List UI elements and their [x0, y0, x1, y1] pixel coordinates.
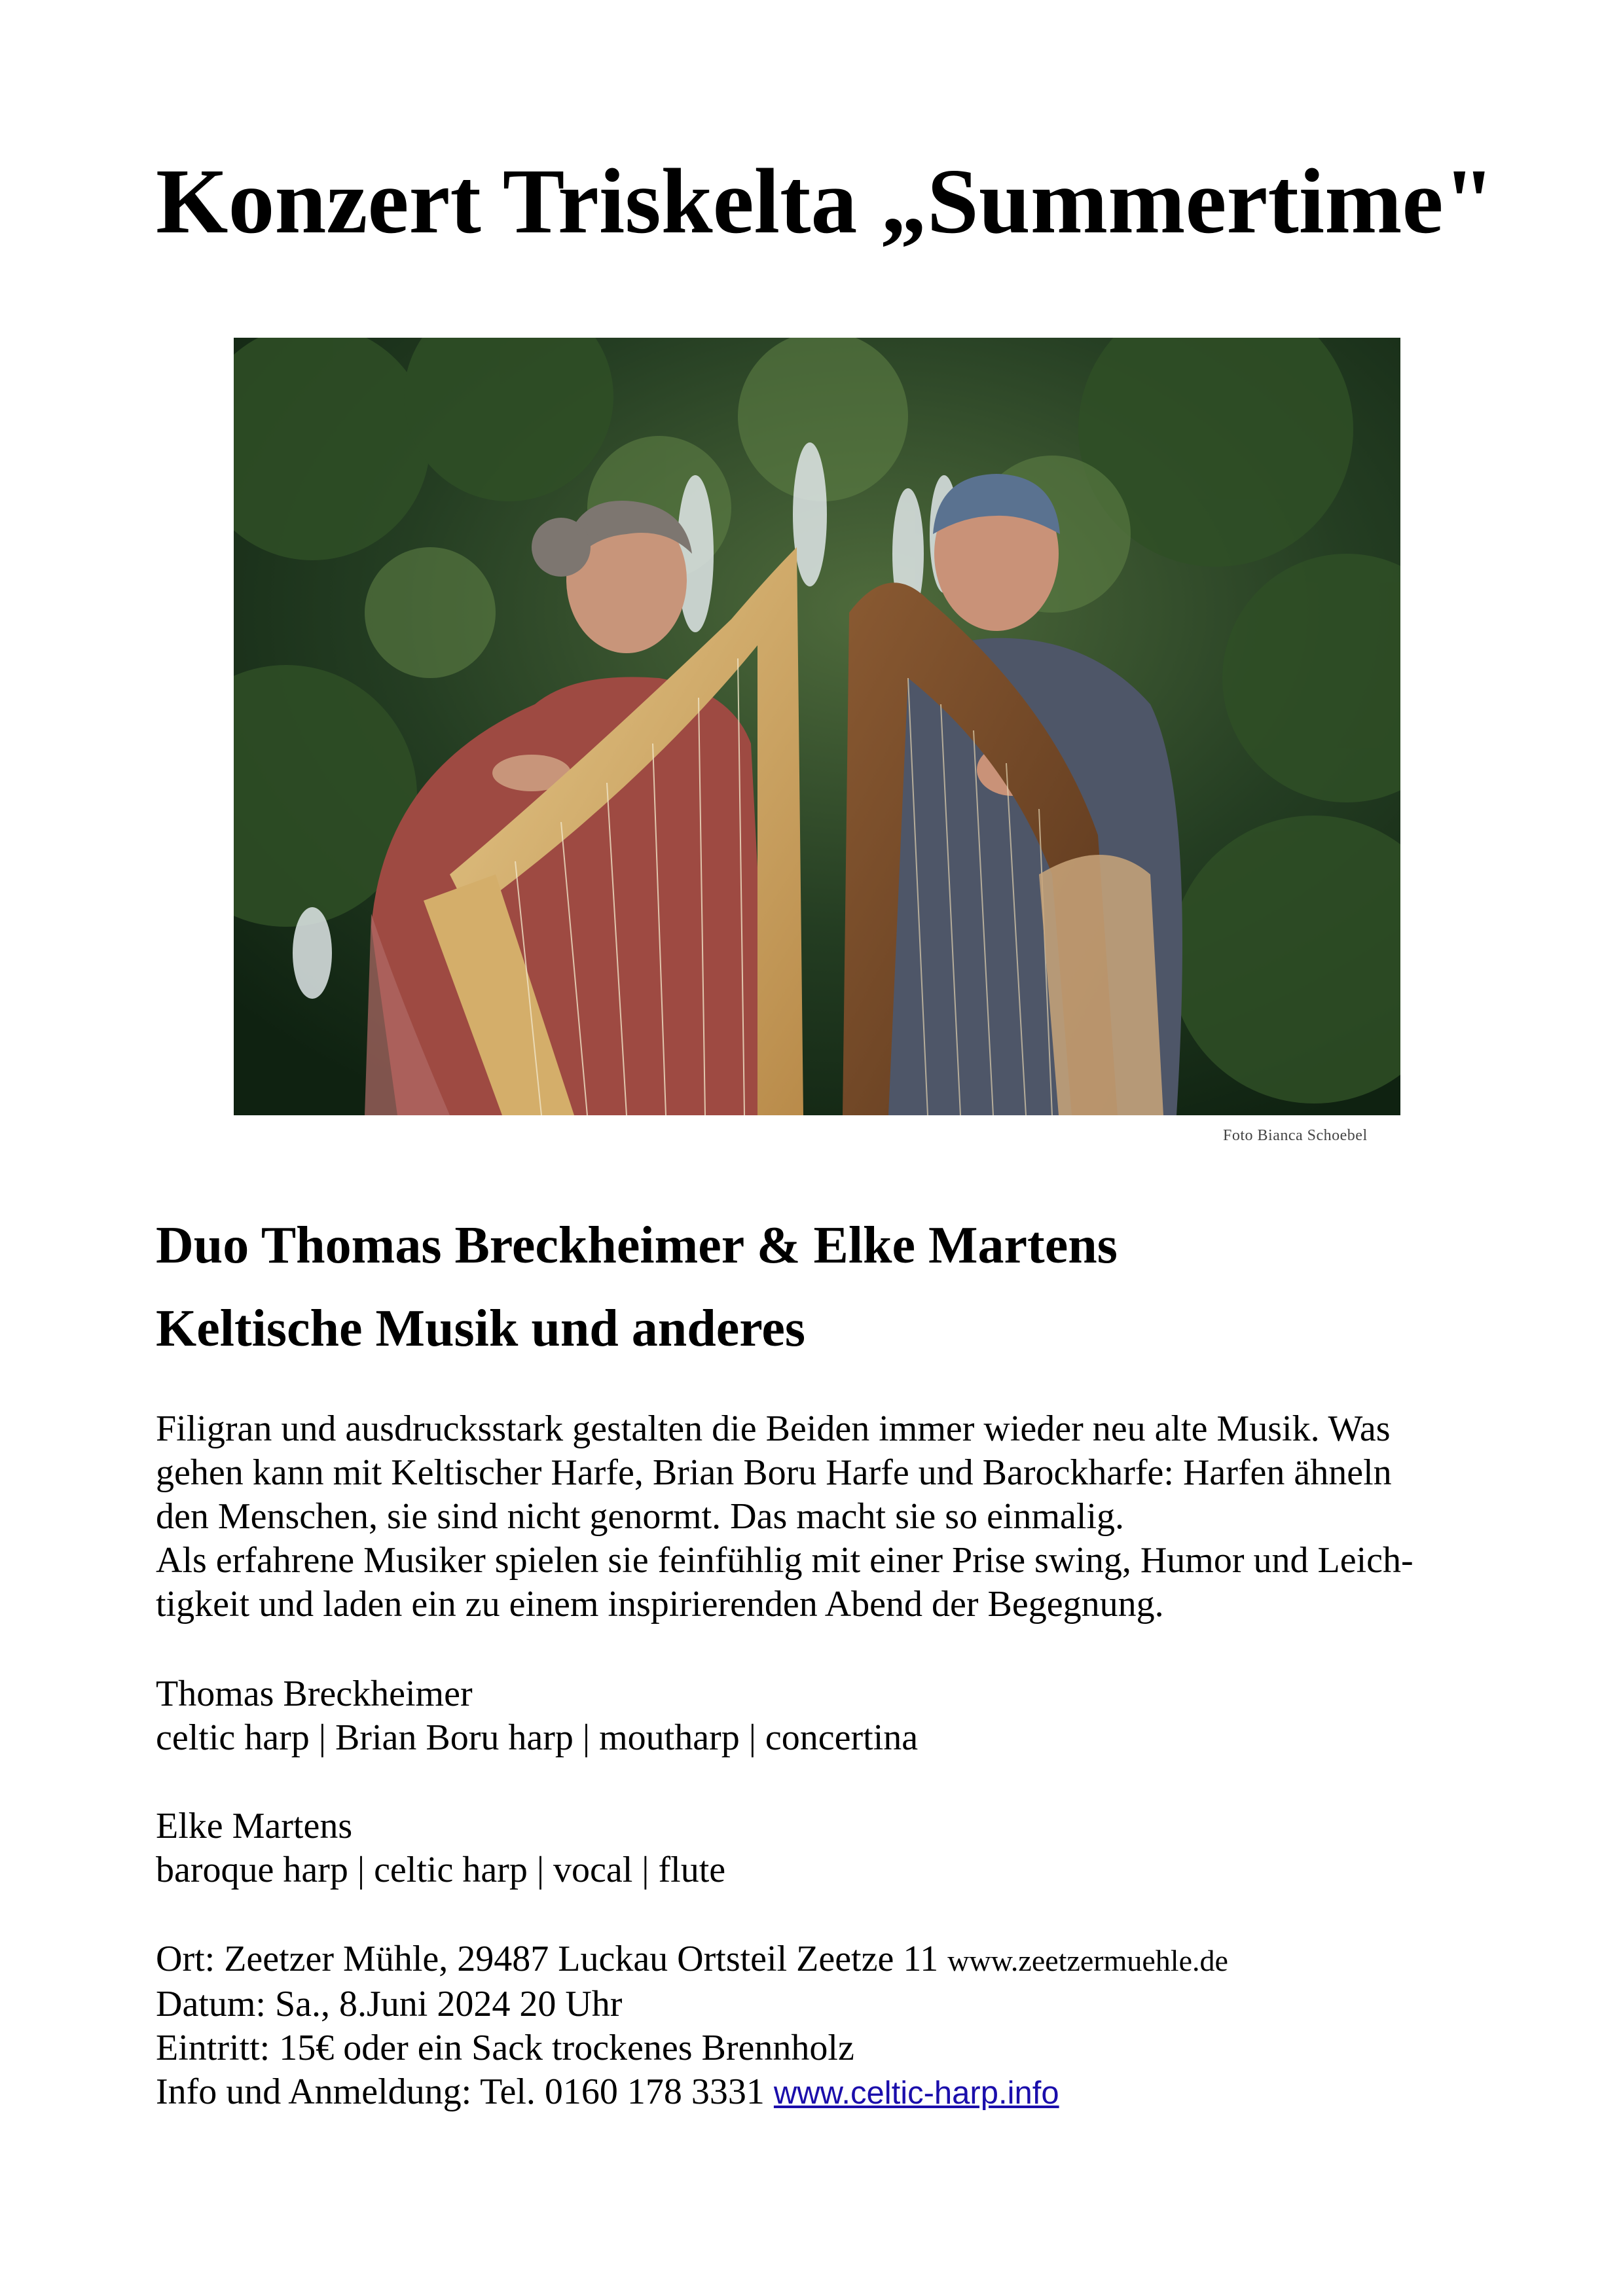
venue-website: www.zeetzermuehle.de — [947, 1944, 1228, 1977]
description-line: den Menschen, sie sind nicht genormt. Das macht sie so einmalig. — [156, 1496, 1125, 1537]
description-line: Filigran und ausdrucksstark gestalten die Beiden immer wieder neu alte Musik. Was — [156, 1408, 1391, 1449]
venue-line — [156, 1937, 1485, 1982]
admission-line: Eintritt: 15€ oder ein Sack trockenes Brennholz — [156, 2028, 854, 2068]
musician-instruments: baroque harp | celtic harp | vocal | flute — [156, 1850, 726, 1890]
musician-instruments: celtic harp | Brian Boru harp | moutharp | concertina — [156, 1717, 919, 1758]
genre-heading: Keltische Musik und anderes — [156, 1300, 805, 1357]
contact-text: Info und Anmeldung: Tel. 0160 178 3331 — [156, 2072, 765, 2112]
musician-thomas — [156, 1672, 1485, 1760]
website-link[interactable]: www.celtic-harp.info — [773, 2075, 1059, 2111]
description-line: gehen kann mit Keltischer Harfe, Brian Boru Harfe und Barockharfe: Harfen ähneln — [156, 1452, 1392, 1493]
event-info — [156, 1937, 1485, 2115]
musician-name: Elke Martens — [156, 1806, 353, 1846]
duo-heading: Duo Thomas Breckheimer & Elke Martens — [156, 1217, 1118, 1274]
photo-credit: Foto Bianca Schoebel — [1223, 1127, 1368, 1144]
concert-photo — [234, 338, 1400, 1115]
description-line: Als erfahrene Musiker spielen sie feinfühlig mit einer Prise swing, Humor und Leich- — [156, 1540, 1413, 1581]
musician-name: Thomas Breckheimer — [156, 1674, 473, 1714]
page-title: Konzert Triskelta „Summertime" — [156, 149, 1495, 253]
venue-text: Ort: Zeetzer Mühle, 29487 Luckau Ortsteil Zeetze 11 — [156, 1939, 939, 1979]
description-line: tigkeit und laden ein zu einem inspirierenden Abend der Begegnung. — [156, 1584, 1164, 1624]
date-line: Datum: Sa., 8.Juni 2024 20 Uhr — [156, 1984, 623, 2024]
description — [156, 1407, 1485, 1626]
contact-line — [156, 2070, 1485, 2115]
musician-elke — [156, 1804, 1485, 1892]
